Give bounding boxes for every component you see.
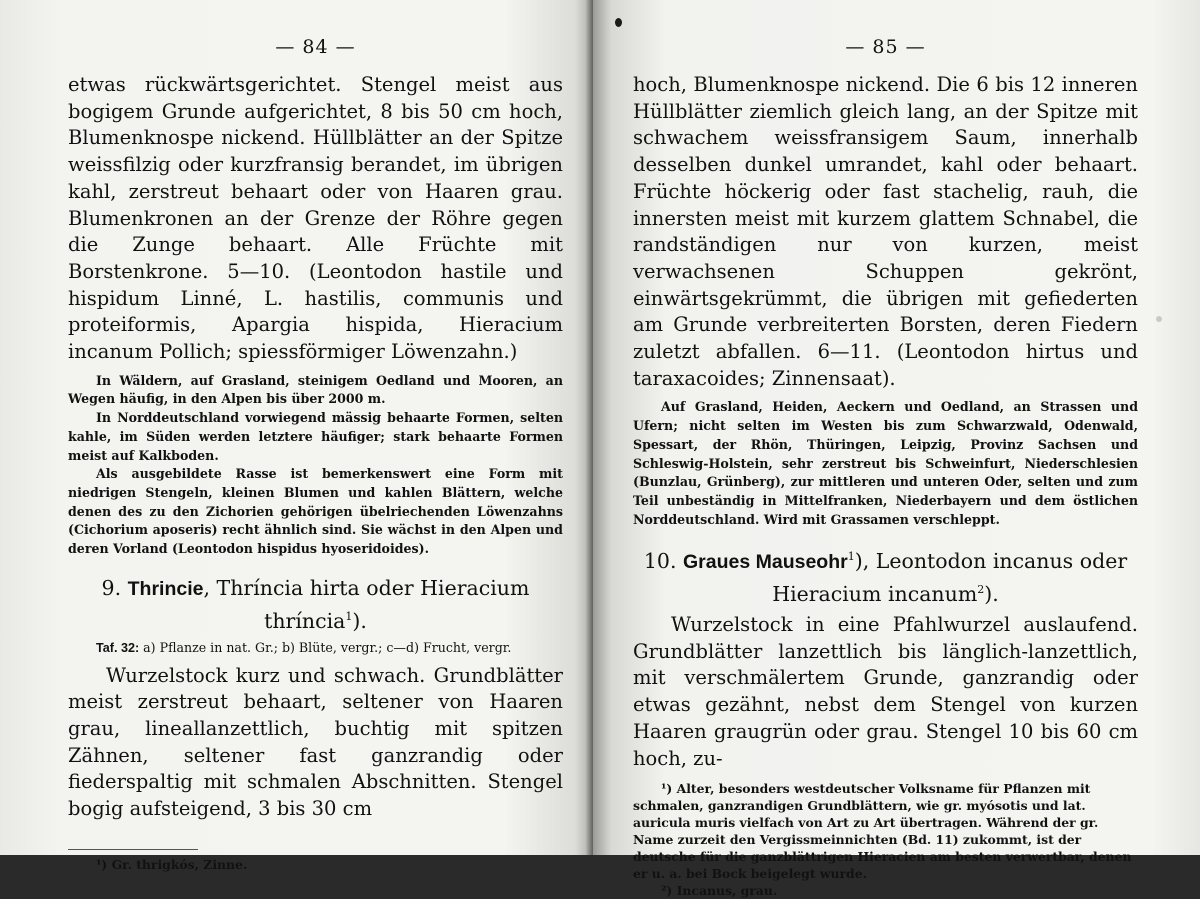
heading-close: ). bbox=[352, 608, 367, 633]
paper-speck bbox=[1156, 316, 1162, 322]
heading-number: 10. bbox=[643, 549, 677, 574]
right-footnote-2: ²) Incanus, grau. bbox=[661, 883, 778, 899]
plate-text: a) Pflanze in nat. Gr.; b) Blüte, vergr.; c—d) Frucht, vergr. bbox=[143, 639, 512, 655]
heading-rest: ), Leontodon incanus oder bbox=[854, 549, 1128, 574]
right-paragraph-2: Wurzelstock in eine Pfahlwurzel auslaufend. Grundblätter lanzettlich bis länglich-lanzettlich, mit verschmälertem Grunde, ganzrandig oder etwas gezähnt, nebst dem Stengel von kurzen Haaren graugrün oder grau. Stengel 10 bis 60 cm hoch, zu- bbox=[633, 613, 1138, 770]
right-paragraph-1: hoch, Blumenknospe nickend. Die 6 bis 12 inneren Hüllblätter ziemlich gleich lang, an der Spitze mit schwachem weissfransigem Saum, innerhalb desselben dunkel umrandet, kahl oder behaart. Früchte höckerig oder fast stachelig, rauh, die innersten meist mit kurzem glattem Schnabel, die randständigen nur von kurzen, meist verwachsenen Schuppen gekrönt, einwärtsgekrümmt, die übrigen mit gefiederten am Grunde verbreiterten Borsten, deren Fiedern zuletzt abfallen. 6—11. (Leontodon hirtus und taraxacoides; Zinnensaat). bbox=[633, 73, 1138, 390]
heading-footnote-ref-2: 2 bbox=[977, 583, 985, 597]
right-page bbox=[593, 0, 1200, 899]
heading-number: 9. bbox=[101, 575, 122, 600]
page-number-85: — 85 — bbox=[845, 36, 926, 58]
right-habitat-note: Auf Grasland, Heiden, Aeckern und Oedland, an Strassen und Ufern; nicht selten im Westen bis zum Schwarzwald, Odenwald, Spessart, der Rhön, Thüringen, Leipzig, Provinz Sachsen und Schleswig-Holstein, sehr zerstreut bis Schweinfurt, Niederschlesien (Bunzlau, Grünberg), zur mittleren und unteren Oder, selten und zum Teil unbeständig in Mittelfranken, Niederbayern und dem östlichen Norddeutschland. Wird mit Grassamen verschleppt. bbox=[633, 399, 1138, 527]
right-footnote-1: ¹) Alter, besonders westdeutscher Volksname für Pflanzen mit schmalen, ganzrandigen Grundblättern, wie gr. myósotis und lat. auricula muris vielfach von Art zu Art übertragen. Während der gr. Name zurzeit den Vergissmeinnichten (Bd. 11) zukommt, ist der deutsche für die ganzblättrigen Hieracien am besten verwertbar, denen er u. a. bei Bock beigelegt wurde. bbox=[633, 781, 1132, 882]
left-paragraph-2: Wurzelstock kurz und schwach. Grundblätter meist zerstreut behaart, seltener von Haaren grau, lineallanzettlich, buchtig mit spitzen Zähnen, seltener fast ganzrandig oder fiederspaltig mit schmalen Abschnitten. Stengel bogig aufsteigend, 3 bis 30 cm bbox=[68, 663, 563, 821]
plate-label: Taf. 32: bbox=[96, 640, 140, 655]
plate-reference bbox=[68, 639, 563, 657]
heading-name: Thrincie bbox=[127, 577, 204, 600]
left-footnote-1: ¹) Gr. thrigkós, Zinne. bbox=[96, 856, 248, 872]
heading-footnote-ref: 1 bbox=[345, 609, 353, 623]
left-habitat-note-3: Als ausgebildete Rasse ist bemerkenswert eine Form mit niedrigen Stengeln, kleinen Blumen und kahlen Blättern, welche denen des zu den Zichorien gehörigen übelriechenden Löwenzahns (Cichorium aposeris) recht ähnlich sind. Sie wächst in den Alpen und deren Vorland (Leontodon hispidus hyoseridoides). bbox=[68, 466, 563, 557]
left-paragraph-1: etwas rückwärtsgerichtet. Stengel meist aus bogigem Grunde aufgerichtet, 8 bis 50 cm hoch, Blumenknospe nickend. Hüllblätter an der Spitze weissfilzig oder kurzfransig berandet, im übrigen kahl, zerstreut behaart oder von Haaren grau. Blumenkronen an der Grenze der Röhre gegen die Zunge behaart. Alle Früchte mit Borstenkrone. 5—10. (Leontodon hastile und hispidum Linné, L. hastilis, communis und proteiformis, Apargia hispida, Hieracium incanum Pollich; spiessförmiger Löwenzahn.) bbox=[68, 73, 563, 364]
left-page bbox=[0, 0, 593, 872]
species-heading-9 bbox=[68, 575, 563, 635]
heading-close: ). bbox=[984, 582, 999, 607]
page-number-84: — 84 — bbox=[275, 36, 356, 58]
species-heading-10 bbox=[633, 543, 1138, 608]
left-habitat-note-1: In Wäldern, auf Grasland, steinigem Oedland und Mooren, an Wegen häufig, in den Alpen bis über 2000 m. bbox=[68, 372, 563, 407]
ink-spot bbox=[615, 18, 622, 27]
heading-rest-line2: Hieracium incanum bbox=[772, 582, 978, 607]
heading-rest: , Thríncia hirta oder Hieracium bbox=[203, 575, 530, 600]
heading-footnote-ref-1: 1 bbox=[847, 550, 855, 564]
left-habitat-note-2: In Norddeutschland vorwiegend mässig behaarte Formen, selten kahle, im Süden werden letztere häufiger; stark behaarte Formen meist auf Kalkboden. bbox=[68, 410, 563, 463]
footnote-rule bbox=[68, 849, 198, 850]
heading-name: Graues Mauseohr bbox=[683, 551, 848, 574]
heading-rest-line2: thríncia bbox=[264, 608, 346, 633]
